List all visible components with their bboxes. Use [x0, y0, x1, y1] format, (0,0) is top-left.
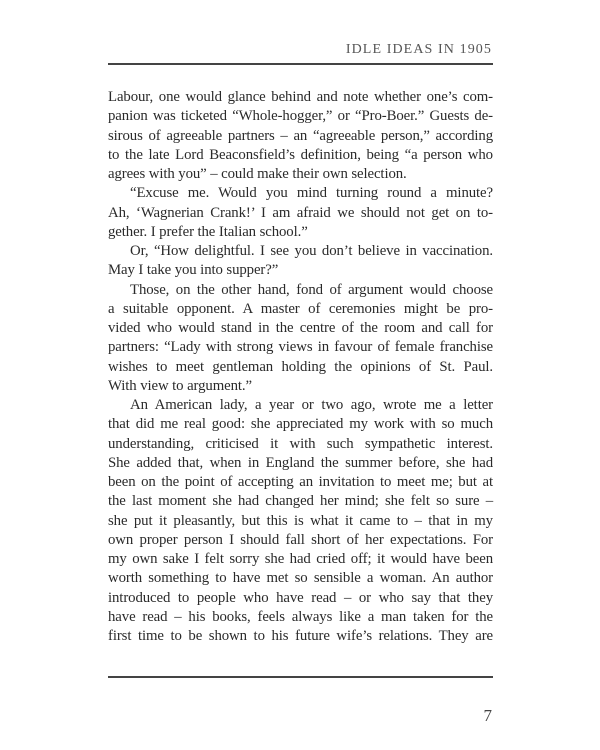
text-line: An American lady, a year or two ago, wrote me a letter — [130, 397, 493, 413]
text-line: wishes to meet gentleman holding the opinions of St. Paul. — [108, 358, 493, 375]
text-line: been on the point of accepting an invitation to meet me; but at — [108, 474, 493, 490]
text-line: Labour, one would glance behind and note whether one’s com- — [108, 89, 493, 105]
text-line: my own sake I felt sorry she had cried off; it would have been — [108, 551, 493, 567]
text-line: to the late Lord Beaconsfield’s definition, being “a person who — [108, 146, 493, 163]
header-rule — [108, 63, 493, 65]
text-line: She added that, when in England the summer before, she had — [108, 454, 493, 471]
text-line: have read – his books, feels always like a man taken for the — [108, 608, 493, 625]
page-number: 7 — [483, 706, 492, 725]
text-line: own proper person I should fall short of her expectations. For — [108, 531, 493, 548]
text-line: introduced to people who have read – or who say that they — [108, 589, 493, 606]
text-line: May I take you into supper?” — [108, 262, 279, 279]
text-line: panion was ticketed “Whole-hogger,” or “Pro-Boer.” Guests de- — [108, 108, 493, 125]
text-line: “Excuse me. Would you mind turning round a minute? — [130, 185, 493, 202]
text-line: Those, on the other hand, fond of argument would choose — [130, 281, 493, 298]
body-text — [108, 88, 493, 646]
text-line: Or, “How delightful. I see you don’t believe in vaccination. — [130, 243, 493, 259]
text-line: a suitable opponent. A master of ceremonies might be pro- — [108, 300, 493, 317]
text-line: worth something to have met so sensible a woman. An author — [108, 570, 493, 587]
text-line: With view to argument.” — [108, 377, 252, 394]
text-line: agrees with you” – could make their own selection. — [108, 166, 407, 182]
text-line: understanding, criticised it with such sympathetic interest. — [108, 435, 493, 452]
text-line: first time to be shown to his future wife’s relations. They are — [108, 628, 493, 644]
running-head: IDLE IDEAS IN 1905 — [345, 42, 492, 57]
text-line: gether. I prefer the Italian school.” — [108, 223, 308, 240]
text-line: vided who would stand in the centre of the room and call for — [108, 320, 493, 336]
text-line: Ah, ‘Wagnerian Crank!’ I am afraid we should not get on to- — [108, 204, 493, 221]
text-line: partners: “Lady with strong views in favour of female franchise — [108, 339, 493, 356]
text-line: that did me real good: she appreciated my work with so much — [108, 416, 493, 433]
text-line: she put it pleasantly, but this is what it came to – that in my — [108, 512, 493, 529]
footer-rule — [108, 676, 493, 678]
text-line: sirous of agreeable partners – an “agreeable person,” according — [108, 127, 493, 144]
text-line: the last moment she had changed her mind; she felt so sure – — [108, 493, 493, 510]
